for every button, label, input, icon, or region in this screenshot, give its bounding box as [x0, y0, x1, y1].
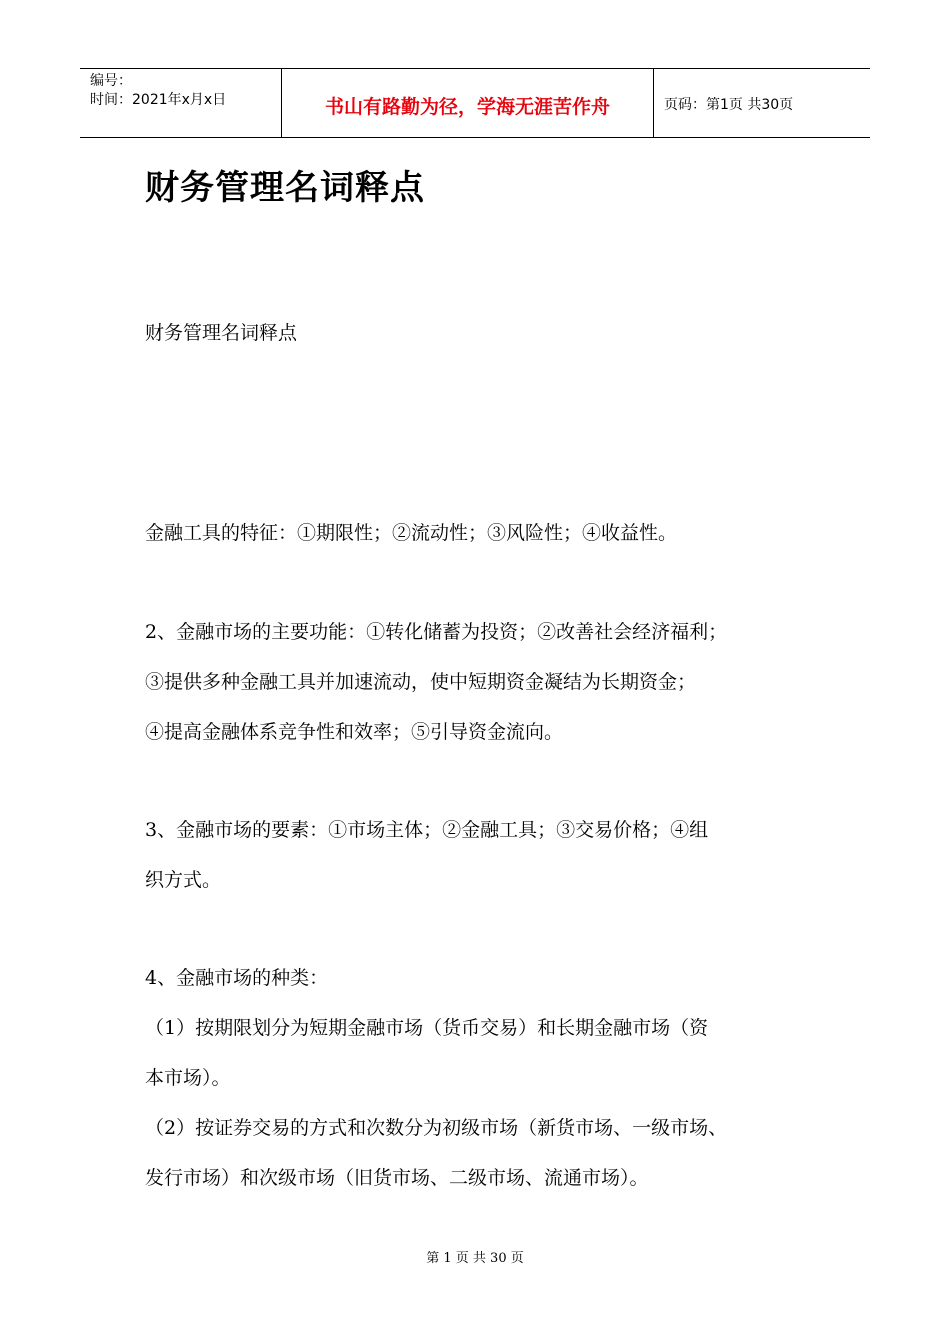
document-header — [80, 68, 870, 138]
header-page-info: 页码：第1页 共30页 — [664, 97, 794, 113]
page-footer: 第 1 页 共 30 页 — [426, 1251, 524, 1266]
document-title: 财务管理名词释点 — [145, 168, 425, 208]
text-line: ③提供多种金融工具并加速流动，使中短期资金凝结为长期资金； — [145, 671, 697, 693]
text-line: 金融工具的特征：①期限性；②流动性；③风险性；④收益性。 — [145, 522, 678, 544]
text-line: 本市场）。 — [145, 1067, 231, 1089]
text-line: （2）按证券交易的方式和次数分为初级市场（新货市场、一级市场、 — [145, 1117, 728, 1139]
header-motto: 书山有路勤为径，学海无涯苦作舟 — [282, 69, 654, 137]
text-line: 织方式。 — [145, 869, 222, 891]
header-meta-cell — [80, 69, 282, 137]
text-line: （1）按期限划分为短期金融市场（货币交易）和长期金融市场（资 — [145, 1017, 709, 1039]
text-line: 3、金融市场的要素：①市场主体；②金融工具；③交易价格；④组 — [145, 819, 709, 841]
number-label: 编号： — [90, 73, 132, 89]
text-line: ④提高金融体系竞争性和效率；⑤引导资金流向。 — [145, 721, 564, 743]
text-line: 4、金融市场的种类： — [145, 967, 329, 989]
time-label: 时间：2021年x月x日 — [90, 92, 227, 108]
subtitle: 财务管理名词释点 — [145, 322, 298, 344]
text-line: 2、金融市场的主要功能：①转化储蓄为投资；②改善社会经济福利； — [145, 621, 728, 643]
text-line: 发行市场）和次级市场（旧货市场、二级市场、流通市场）。 — [145, 1167, 649, 1189]
